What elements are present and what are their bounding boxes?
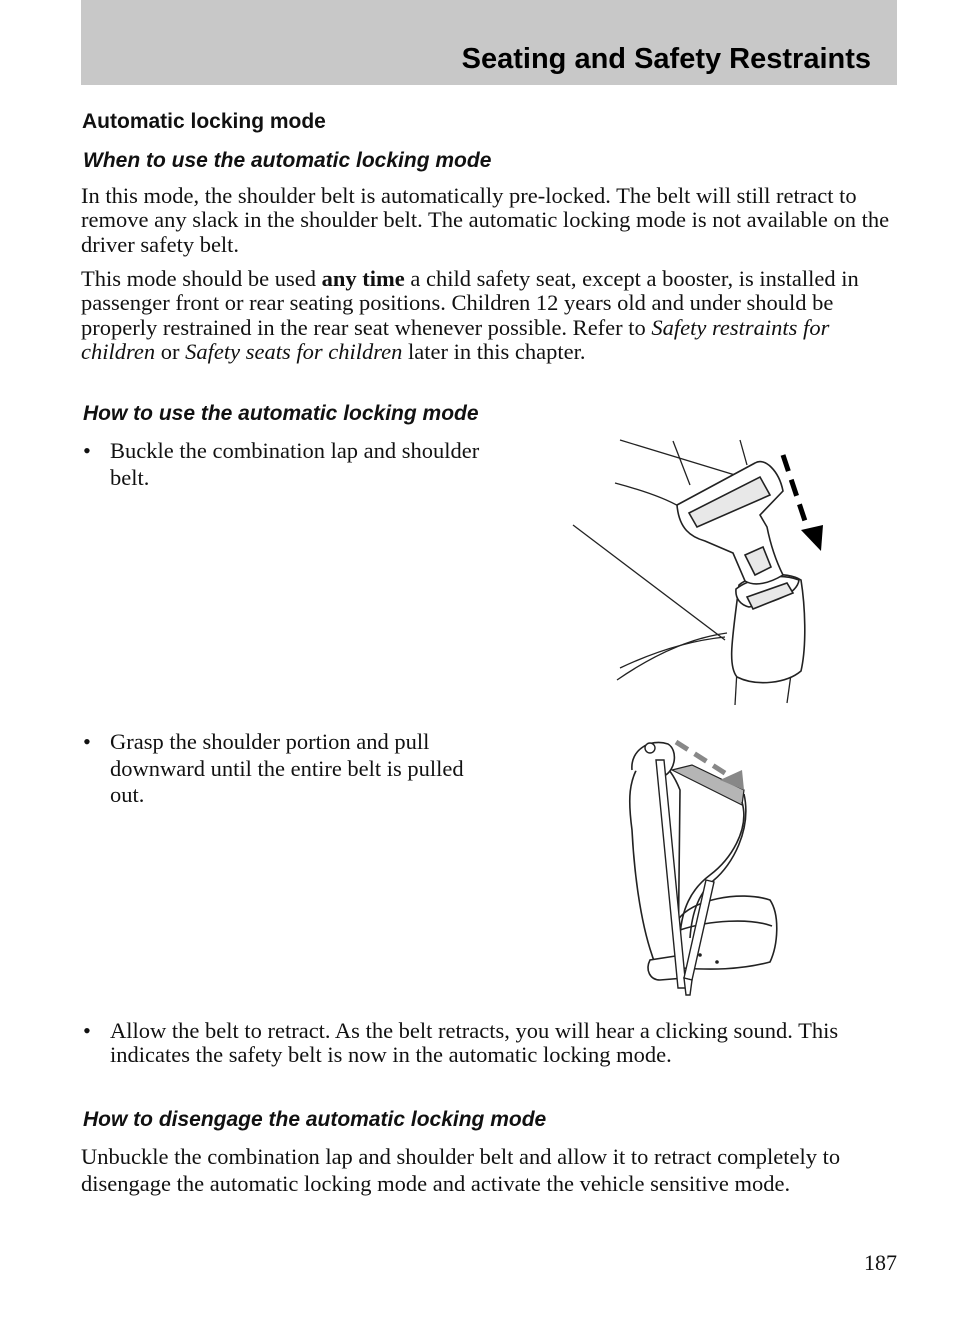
bullet-dot: • bbox=[83, 438, 91, 463]
bullet-dot: • bbox=[83, 729, 91, 754]
intro-paragraph: In this mode, the shoulder belt is automatically pre-locked. The belt will still retract to remove any slack in the shoulder belt. The automatic locking mode is not available on the driver safety belt. bbox=[81, 183, 890, 257]
reference-link-text: Safety restraints for children bbox=[81, 314, 830, 364]
list-item bbox=[83, 729, 473, 809]
list-item-text: Buckle the combination lap and shoulder belt. bbox=[110, 438, 480, 490]
bullet-dot: • bbox=[83, 1018, 91, 1043]
page-number: 187 bbox=[864, 1250, 897, 1275]
header-bar bbox=[81, 0, 897, 85]
seat-belt-buckle-illustration bbox=[565, 435, 835, 710]
emphasis-bold: any time bbox=[321, 266, 405, 291]
list-item bbox=[83, 1019, 883, 1068]
list-item bbox=[83, 438, 483, 491]
how-to-use-heading: How to use the automatic locking mode bbox=[83, 402, 479, 425]
disengage-paragraph: Unbuckle the combination lap and shoulder belt and allow it to retract completely to disengage the automatic locking mode and activate the vehicle sensitive mode. bbox=[81, 1144, 841, 1196]
list-item-text: Allow the belt to retract. As the belt retracts, you will hear a clicking sound. This indicates the safety belt is now in the automatic locking mode. bbox=[110, 1018, 839, 1068]
reference-link-text: Safety seats for children bbox=[185, 338, 403, 364]
when-to-use-heading: When to use the automatic locking mode bbox=[83, 149, 492, 172]
list-item-text: Grasp the shoulder portion and pull downward until the entire belt is pulled out. bbox=[110, 729, 464, 807]
page-header-title: Seating and Safety Restraints bbox=[461, 43, 871, 75]
disengage-heading: How to disengage the automatic locking mode bbox=[83, 1108, 547, 1131]
section-heading: Automatic locking mode bbox=[82, 110, 326, 133]
usage-paragraph: This mode should be used any time a child safety seat, except a booster, is installed in passenger front or rear seating positions. Children 12 years old and under should be properly restrained in the rear seat whenever possible. Refer to Safety restraints for children or Safety seats for children later in this chapter. bbox=[81, 266, 859, 364]
seat-belt-pull-illustration bbox=[620, 730, 790, 1005]
